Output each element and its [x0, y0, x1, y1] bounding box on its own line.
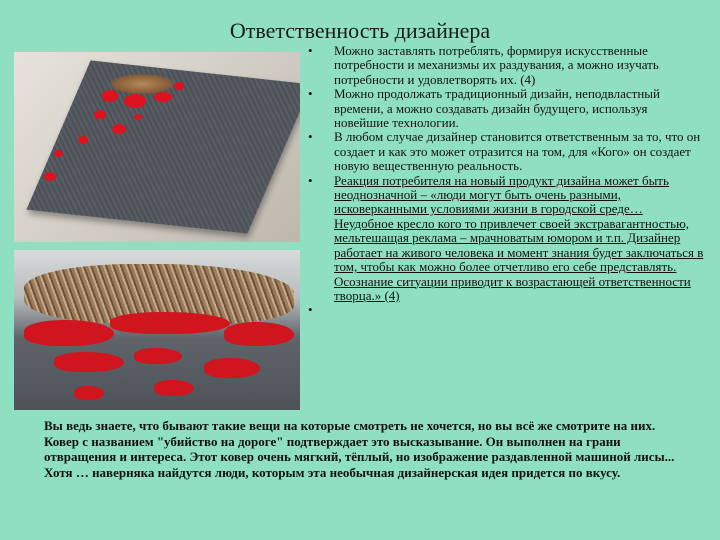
- red-pile: [154, 380, 194, 396]
- red-pile: [24, 320, 114, 346]
- red-pile: [54, 352, 124, 372]
- red-pile: [74, 386, 104, 400]
- blood-spot: [44, 172, 56, 181]
- rug-photo-closeup: [14, 250, 300, 410]
- slide-title: Ответственность дизайнера: [229, 18, 491, 43]
- blood-spot: [112, 124, 126, 134]
- bullet-list: [304, 44, 704, 317]
- red-pile: [224, 322, 294, 346]
- fox-fur: [110, 74, 174, 94]
- caption-text: Вы ведь знаете, что бывают такие вещи на которые смотреть не хочется, но вы всё же смотрите на них. Ковер с названием "убийство на дороге" подтверждает это высказывание. Он выполнен на грани отвращения и интереса. Этот ковер очень мягкий, тёплый, но изображение раздавленной машиной лисы... Хотя … наверняка найдутся люди, которым эта необычная дизайнерская идея придется по вкусу.: [44, 418, 675, 480]
- bullet-item: • В любом случае дизайнер становится ответственным за то, что он создает и как это может отразится на том, для «Кого» он создает новую вещественную реальность.: [304, 130, 704, 173]
- bullet-item-empty: [304, 303, 704, 317]
- bullet-item: • Можно продолжать традиционный дизайн, неподвластный времени, а можно создавать дизайн будущего, используя новейшие технологии.: [304, 87, 704, 130]
- red-pile: [110, 312, 230, 334]
- caption-block: [44, 418, 684, 480]
- bullet-item: • Можно заставлять потреблять, формируя искусственные потребности и механизмы их раздувания, а можно изучать потребности и удовлетворять их. (4): [304, 44, 704, 87]
- bullet-item-quote: • Реакция потребителя на новый продукт дизайна может быть неоднозначной – «люди могут быть очень разными, исковерканными условиями жизни в городской среде… Неудобное кресло кого то привлечет своей экстравагантностью, мельтешащая реклама – мрачноватым юмором и т.п. Дизайнер работает на живого человека и момент знания будет заключаться в том, чтобы как можно более отчетливо его себе представлять. Осознание ситуации приводит к возрастающей ответственности творца.» (4): [304, 174, 704, 304]
- blood-spot: [94, 110, 106, 119]
- blood-spot: [124, 94, 146, 108]
- blood-spot: [134, 114, 142, 120]
- blood-spot: [102, 90, 118, 102]
- red-pile: [134, 348, 182, 364]
- blood-spot: [54, 150, 63, 157]
- blood-spot: [174, 82, 184, 90]
- blood-spot: [78, 136, 88, 144]
- rug-photo-overview: [14, 52, 300, 242]
- red-pile: [204, 358, 260, 378]
- blood-spot: [154, 92, 172, 102]
